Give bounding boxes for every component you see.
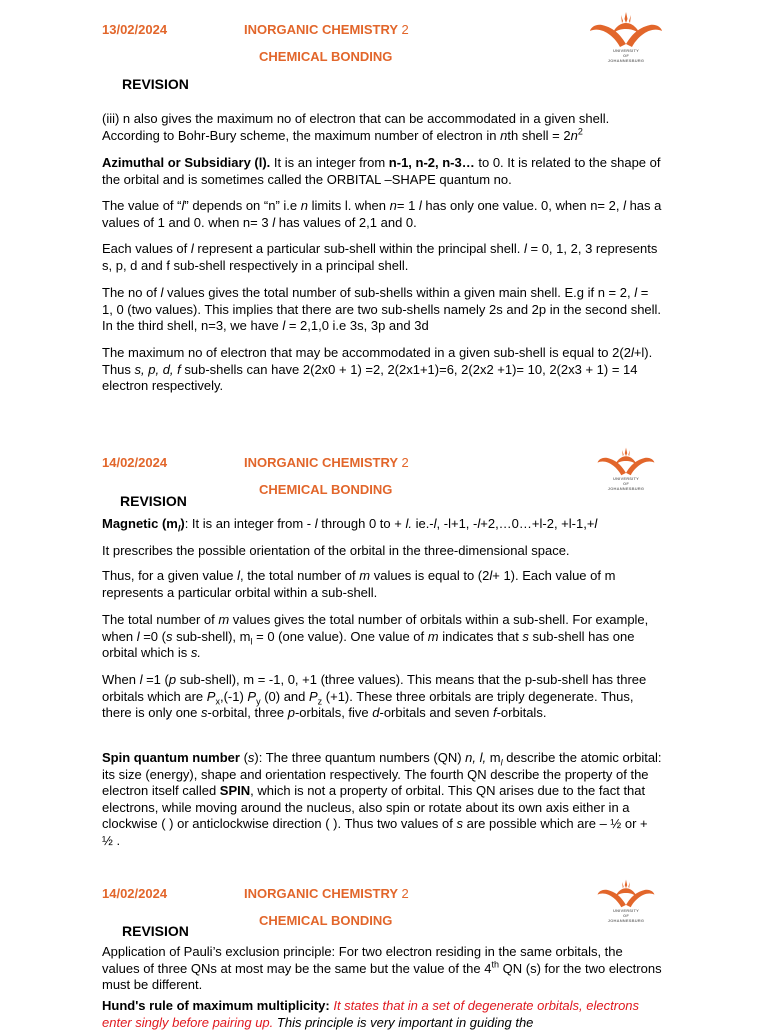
paragraph-azimuthal: Azimuthal or Subsidiary (l). It is an integer from n-1, n-2, n-3… to 0. It is related to the shape of the orbital and is sometimes called the ORBITAL –SHAPE quantum no. [102, 155, 661, 187]
revision-heading: REVISION [122, 923, 189, 939]
paragraph-pauli: Application of Pauli’s exclusion principle: For two electron residing in the same orbitals, the values of three QNs at most may be the same but the value of the 4th QN (s) for the two electrons must be different. [102, 944, 662, 992]
revision-heading: REVISION [122, 76, 189, 92]
course-number: 2 [401, 22, 409, 37]
paragraph-principal-qn: (iii) n also gives the maximum no of electron that can be accommodated in a given shell. According to Bohr-Bury scheme, the maximum number of electron in nth shell = $2n^2$ [102, 111, 610, 143]
logo-text-johannesburg: JOHANNESBURG [607, 486, 645, 491]
paragraph-spin: Spin quantum number (s): The three quantum numbers (QN) n, l, $m_l$ describe the atomic orbital: its size (energy), shape and orientation respectively. The fourth QN describe the property of the electron itself called SPIN, which is not a property of orbital. This QN arises due to the fact that electrons, while moving around the nucleus, also spin or rotate about its own axis either in a clockwise ( ) or anticlockwise direction ( ). Thus two values of s are possible which are – ½ or + ½ . [102, 750, 662, 848]
paragraph-l-values: The value of “l” depends on “n” i.e n limits l. when n= 1 l has only one value. 0, when n= 2, l has a values of 1 and 0. when n= 3 l has values of 2,1 and 0. [102, 198, 662, 230]
paragraph-number-of-subshells: The no of l values gives the total number of sub-shells within a given main shell. E.g if n = 2, l = 1, 0 (two values). This implies that there are two sub-shells namely 2s and 2p in the second shell. In the third shell, n=3, we have l = 2,1,0 i.e 3s, 3p and 3d [102, 285, 662, 333]
logo-text-of: OF [623, 913, 629, 918]
course-title [244, 22, 409, 37]
logo-text-johannesburg: JOHANNESBURG [607, 918, 645, 923]
logo-emblem-icon [588, 10, 664, 48]
paragraph-magnetic: Magnetic $(m_l)$: It is an integer from - l through 0 to + l. ie.-l, -l+1, -l+2,…0…+l-2, +l-1,+l [102, 516, 598, 534]
logo-text-johannesburg: JOHANNESBURG [607, 58, 645, 63]
university-logo [588, 10, 664, 63]
topic-title: CHEMICAL BONDING [259, 49, 393, 64]
university-logo [588, 878, 664, 923]
course-name: INORGANIC CHEMISTRY [244, 22, 398, 37]
logo-text-university: UNIVERSITY [612, 48, 639, 53]
paragraph-hund: Hund's rule of maximum multiplicity: It states that in a set of degenerate orbitals, electrons enter singly before pairing up. This principle is very important in guiding the [102, 998, 640, 1030]
topic-title: CHEMICAL BONDING [259, 913, 393, 928]
section-date: 13/02/2024 [102, 22, 168, 37]
course-number: 2 [401, 455, 409, 470]
course-title [244, 886, 409, 901]
paragraph-max-electrons: The maximum no of electron that may be accommodated in a given sub-shell is equal to 2(2l+l). Thus s, p, d, f sub-shells can have 2(2x0 + 1) =2, 2(2x1+1)=6, 2(2x2 +1)= 10, 2(2x3 + 1) = 14 electron respectively. [102, 345, 653, 393]
logo-text-university: UNIVERSITY [612, 476, 639, 481]
paragraph-subshells: Each values of l represent a particular sub-shell within the principal shell. l = 0, 1, 2, 3 represents s, p, d and f sub-shell respectively in a principal shell. [102, 241, 658, 273]
logo-text-of: OF [623, 481, 629, 486]
paragraph-m-values: Thus, for a given value l, the total number of m values is equal to (2l+ 1). Each value of m represents a particular orbital within a sub-shell. [102, 568, 616, 600]
course-name: INORGANIC CHEMISTRY [244, 455, 398, 470]
course-title [244, 455, 409, 470]
logo-emblem-icon [588, 878, 664, 908]
logo-text-university: UNIVERSITY [612, 908, 639, 913]
topic-title: CHEMICAL BONDING [259, 482, 393, 497]
paragraph-orientation: It prescribes the possible orientation of the orbital in the three-dimensional space. [102, 543, 570, 558]
section-date: 14/02/2024 [102, 886, 168, 901]
course-name: INORGANIC CHEMISTRY [244, 886, 398, 901]
paragraph-p-subshell: When l =1 (p sub-shell), m = -1, 0, +1 (three values). This means that the p-sub-shell has three orbitals which are $P_x,(-1)$ $P_y$ (0) and $P_z$ (+1). These three orbitals are triply degenerate. Thus, there is only one s-orbital, three p-orbitals, five d-orbitals and seven f-orbitals. [102, 672, 647, 720]
logo-text-of: OF [623, 53, 629, 58]
university-logo [588, 446, 664, 491]
course-number: 2 [401, 886, 409, 901]
revision-heading: REVISION [120, 493, 187, 509]
paragraph-orbitals-count: The total number of m values gives the total number of orbitals within a sub-shell. For example, when l =0 (s sub-shell), $m_l = 0$ (one value). One value of m indicates that s sub-shell has one orbital which is s. [102, 612, 649, 660]
logo-emblem-icon [588, 446, 664, 476]
section-date: 14/02/2024 [102, 455, 168, 470]
